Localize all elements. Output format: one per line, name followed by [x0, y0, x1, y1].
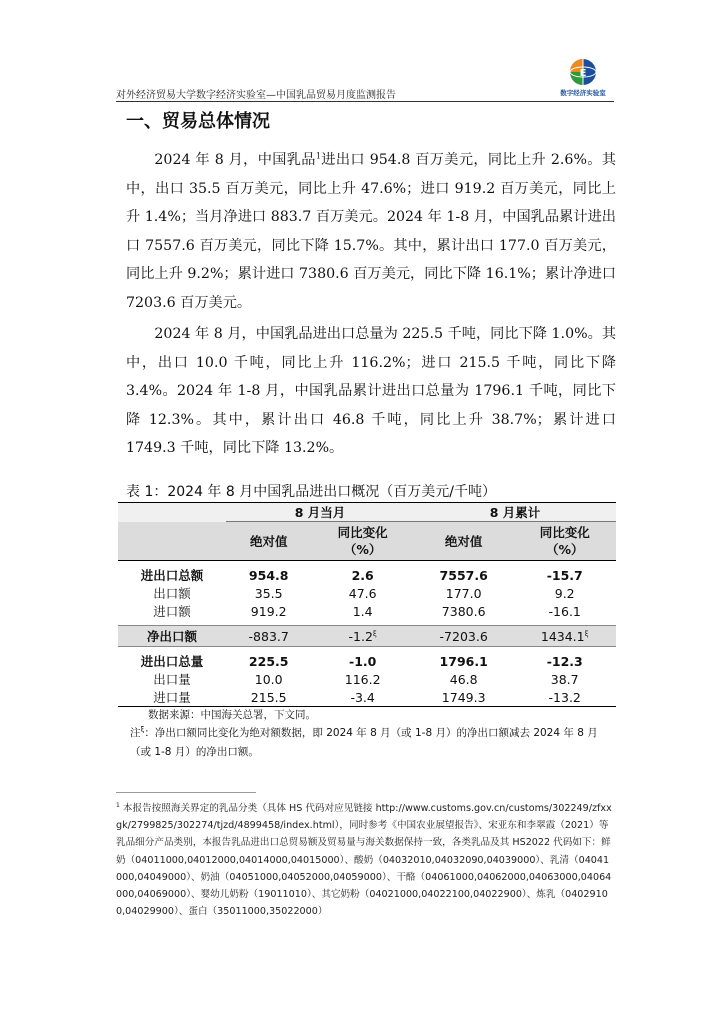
cell-value: 919.2: [250, 603, 287, 619]
cell-change-value: 1434.1: [540, 628, 585, 644]
table-note: [130, 724, 614, 762]
table-row: [118, 670, 616, 688]
paragraph-lead: 2024 年 8 月，中国乳品: [154, 152, 316, 168]
cell-change: [311, 626, 414, 647]
table-row: [118, 688, 616, 707]
header-blank: [118, 522, 226, 561]
row-label: 出口量: [153, 672, 191, 687]
cell-value: 1749.3: [414, 688, 513, 707]
header-blank: [118, 503, 226, 522]
footnote-ref[interactable]: 1: [315, 151, 321, 161]
note-text: ：净出口额同比变化为绝对额数据，即 2024 年 8 月（或 1-8 月）的净出口额减去 2024 年 8 月（或 1-8 月）的净出口额。: [130, 727, 598, 758]
col-header: 绝对值: [414, 522, 513, 561]
cell-value: 10.0: [254, 671, 283, 687]
cell-value: 177.0: [445, 585, 482, 601]
cell-change: 2.6: [351, 567, 374, 583]
table-caption: 表 1：2024 年 8 月中国乳品进出口概况（百万美元/千吨）: [126, 484, 496, 500]
paragraph-trade-value: [126, 146, 616, 317]
paragraph-trade-volume: 2024 年 8 月，中国乳品进出口总量为 225.5 千吨，同比下降 1.0%。其中，出口 10.0 千吨，同比上升 116.2%；进口 215.5 千吨，同比下降 3.4%。2024 年 1-8 月，中国乳品累计进出口总量为 1796.1 千吨，同比下降 12.3%。其中，累计出口 46.8 千吨，同比上升 38.7%；累计进口 1749.3 千吨，同比下降 13.2%。: [126, 326, 616, 456]
svg-text:E: E: [579, 68, 587, 79]
footnote-mark: 1: [116, 801, 120, 809]
running-title: 对外经济贸易大学数字经济实验室—中国乳品贸易月度监测报告: [116, 90, 396, 101]
note-prefix: 注: [130, 727, 141, 739]
globe-logo-icon: [548, 57, 618, 89]
footnote: [116, 800, 614, 920]
cell-value: 215.5: [226, 688, 311, 707]
cell-change: 1.4: [352, 603, 373, 619]
cell-value: 7380.6: [441, 603, 486, 619]
xi-note-mark: ξ: [372, 629, 377, 638]
cell-value: 35.5: [254, 585, 283, 601]
cell-change: -3.4: [311, 688, 414, 707]
paragraph-rest: 进出口 954.8 百万美元，同比上升 2.6%。其中，出口 35.5 百万美元，同比上升 47.6%；进口 919.2 百万美元，同比上升 1.4%；当月净进口 883.7 百万美元。2024 年 1-8 月，中国乳品累计进出口 7557.6 百万美元，同比下降 15.7%。其中，累计出口 177.0 百万美元，同比上升 9.2%；累计进口 7380.6 百万美元，同比下降 16.1%；累计净进口 7203.6 百万美元。: [126, 152, 616, 311]
row-label: 净出口额: [118, 626, 226, 647]
table-row: [118, 566, 616, 584]
col-header: 同比变化 （%）: [513, 522, 616, 561]
row-label: 出口额: [153, 586, 191, 601]
table-row: [118, 584, 616, 602]
row-label: 进出口总量: [140, 654, 204, 669]
cell-change: 38.7: [550, 671, 579, 687]
cell-value: 1796.1: [439, 653, 488, 669]
cell-change: -15.7: [546, 567, 583, 583]
header-rule: [116, 101, 614, 102]
row-label: 进口额: [153, 604, 191, 619]
cell-value: 46.8: [449, 671, 478, 687]
section-title: 一、贸易总体情况: [126, 111, 270, 132]
logo-text: 数字经济实验室: [560, 89, 606, 97]
row-label: 进出口总额: [140, 568, 204, 583]
group-header-month: 8 月当月: [226, 503, 414, 522]
xi-note-mark: ξ: [584, 629, 589, 638]
cell-change-value: -1.2: [348, 628, 373, 644]
cell-change: 9.2: [554, 585, 575, 601]
table-source-note: 数据来源：中国海关总署，下文同。: [148, 709, 316, 721]
group-header-cumulative: 8 月累计: [414, 503, 616, 522]
table-row: [118, 652, 616, 670]
note-mark: ξ: [140, 725, 145, 734]
cell-change: 47.6: [348, 585, 377, 601]
cell-change: [513, 626, 616, 647]
col-header: 同比变化 （%）: [311, 522, 414, 561]
cell-value: 7557.6: [439, 567, 488, 583]
cell-change: -13.2: [513, 688, 616, 707]
cell-value: 225.5: [248, 653, 289, 669]
cell-change: -12.3: [546, 653, 583, 669]
footnote-text: 本报告按照海关界定的乳品分类（具体 HS 代码对应见链接 http://www.customs.gov.cn/customs/302249/zfxxgk/2799825/302274/tjzd/4899458/index.html），同时参考《中国农业展望报告》、宋亚东和李翠霞（2021）等乳品细分产品类别，本报告乳品进出口总贸易额及贸易量与海关数据保持一致，各类乳品及其 HS2022 代码如下：鲜奶（04011000,04012000,04014000,04015000）、酸奶（04032010,04032090,04039000）、乳清（04041000,04049000）、奶油（04051000,04052000,04059000）、干酪（04061000,04062000,04063000,04064000,04069000）、婴幼儿奶粉（19011010）、其它奶粉（04021000,04022100,04022900）、炼乳（04029100,04029900）、蛋白（35011000,35022000）: [116, 803, 612, 918]
row-label: 进口量: [118, 688, 226, 707]
col-header: 绝对值: [226, 522, 311, 561]
cell-change: 116.2: [344, 671, 381, 687]
cell-value: -7203.6: [414, 626, 513, 647]
footnote-separator: [116, 792, 256, 793]
cell-value: -883.7: [226, 626, 311, 647]
lab-logo: [548, 57, 618, 99]
cell-change: -16.1: [548, 603, 581, 619]
table-row: [118, 602, 616, 620]
table-row-net-exports: [118, 626, 616, 647]
trade-summary-table: [118, 502, 616, 707]
cell-change: -1.0: [349, 653, 377, 669]
cell-value: 954.8: [248, 567, 289, 583]
